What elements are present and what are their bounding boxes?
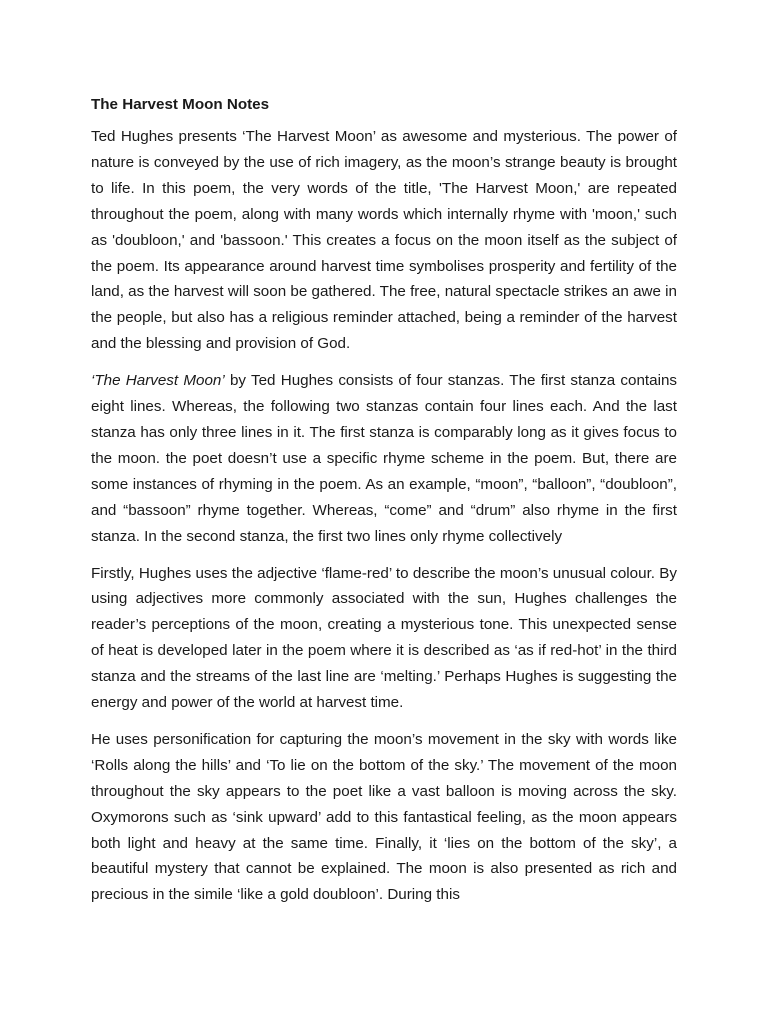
paragraph-personification	[91, 727, 677, 908]
paragraph-text: Ted Hughes presents ‘The Harvest Moon’ as awesome and mysterious. The power of nature is conveyed by the use of rich imagery, as the moon’s strange beauty is brought to life. In this poem, the very words of the title, 'The Harvest Moon,' are repeated throughout the poem, along with many words which internally rhyme with 'moon,' such as 'doubloon,' and 'bassoon.' This creates a focus on the moon itself as the subject of the poem. Its appearance around harvest time symbolises prosperity and fertility of the land, as the harvest will soon be gathered. The free, natural spectacle strikes an awe in the people, but also has a religious reminder attached, being a reminder of the harvest and the blessing and provision of God.	[91, 128, 677, 353]
document-page	[91, 94, 677, 919]
poem-title-italic: ‘The Harvest Moon’	[91, 372, 225, 390]
document-title: The Harvest Moon Notes	[91, 96, 270, 113]
paragraph-structure	[91, 368, 677, 549]
paragraph-colour	[91, 561, 677, 716]
paragraph-text: Firstly, Hughes uses the adjective ‘flame-red’ to describe the moon’s unusual colour. By using adjectives more commonly associated with the sun, Hughes challenges the reader’s perceptions of the moon, creating a mysterious tone. This unexpected sense of heat is developed later in the poem where it is described as ‘as if red-hot’ in the third stanza and the streams of the last line are ‘melting.’ Perhaps Hughes is suggesting the energy and power of the world at harvest time.	[91, 564, 677, 712]
paragraph-text: He uses personification for capturing the moon’s movement in the sky with words like ‘Rolls along the hills’ and ‘To lie on the bottom of the sky.’ The movement of the moon throughout the sky appears to the poet like a vast balloon is moving across the sky. Oxymorons such as ‘sink upward’ add to this fantastical feeling, as the moon appears both light and heavy at the same time. Finally, it ‘lies on the bottom of the sky’, a beautiful mystery that cannot be explained. The moon is also presented as rich and precious in the simile ‘like a gold doubloon’. During this	[91, 730, 677, 904]
paragraph-intro	[91, 124, 677, 357]
paragraph-text: by Ted Hughes consists of four stanzas. The first stanza contains eight lines. Whereas, the following two stanzas contain four lines each. And the last stanza has only three lines in it. The first stanza is comparably long as it gives focus to the moon. the poet doesn’t use a specific rhyme scheme in the poem. But, there are some instances of rhyming in the poem. As an example, “moon”, “balloon”, “doubloon”, and “bassoon” rhyme together. Whereas, “come” and “drum” also rhyme in the first stanza. In the second stanza, the first two lines only rhyme collectively	[91, 372, 677, 545]
